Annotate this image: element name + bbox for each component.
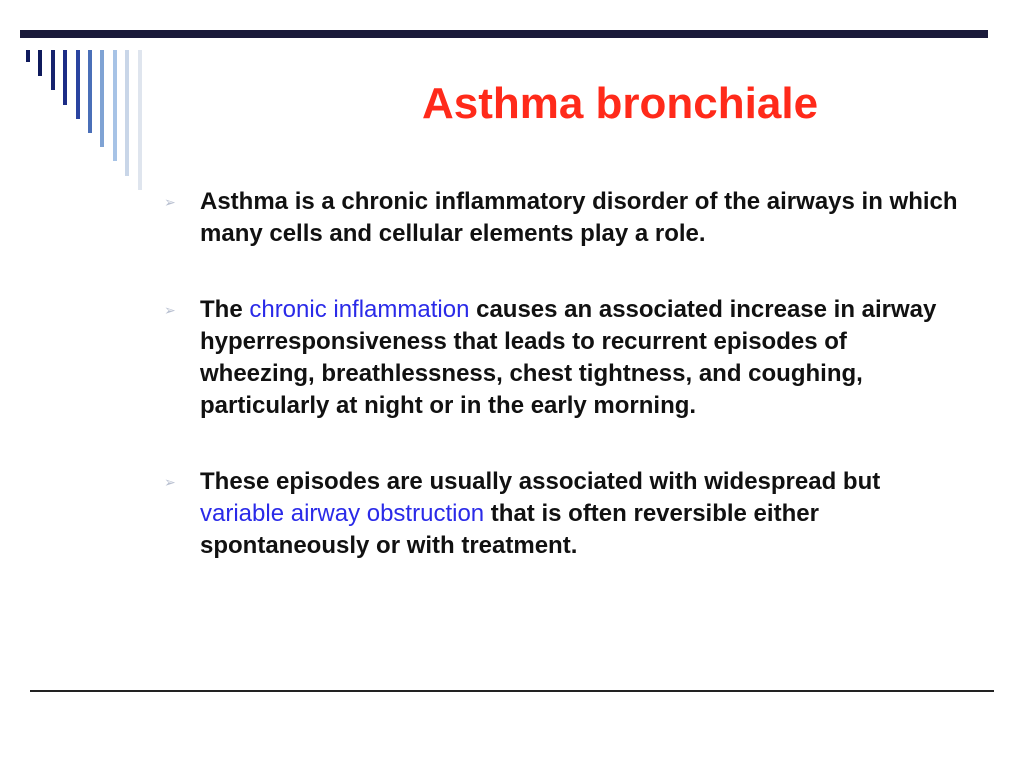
bullet-item	[160, 294, 960, 422]
bullet-arrow-icon: ➢	[164, 194, 176, 210]
decorative-bar	[51, 50, 55, 90]
highlight-term: variable airway obstruction	[200, 500, 485, 527]
bullet-text: that is often reversible either spontaneously or with treatment.	[200, 500, 819, 559]
slide-title: Asthma bronchiale	[421, 79, 819, 128]
decorative-bar	[100, 50, 104, 147]
decorative-bar	[113, 50, 117, 161]
bottom-rule	[30, 690, 994, 692]
bullet-text: These episodes are usually associated with widespread but	[200, 468, 881, 495]
decorative-bar	[76, 50, 80, 119]
bullet-text: The	[200, 296, 250, 323]
bullet-list	[160, 186, 960, 606]
decorative-bar	[138, 50, 142, 190]
highlight-term: chronic inflammation	[249, 296, 470, 323]
bullet-text: Asthma is a chronic inflammatory disorder of the airways in which many cells and cellular elements play a role.	[200, 188, 958, 247]
bullet-item	[160, 186, 960, 250]
bullet-arrow-icon: ➢	[164, 302, 176, 318]
bullet-item	[160, 466, 960, 562]
decorative-bar	[26, 50, 30, 62]
decorative-bar	[38, 50, 42, 76]
bullet-text: causes an associated increase in airway hyperresponsiveness that leads to recurrent episodes of wheezing, breathlessness, chest tightness, and coughing, particularly at night or in the early morning.	[200, 296, 937, 419]
decorative-bar	[88, 50, 92, 133]
decorative-bar	[125, 50, 129, 176]
bullet-arrow-icon: ➢	[164, 474, 176, 490]
decorative-bar	[63, 50, 67, 105]
top-rule	[20, 30, 988, 38]
